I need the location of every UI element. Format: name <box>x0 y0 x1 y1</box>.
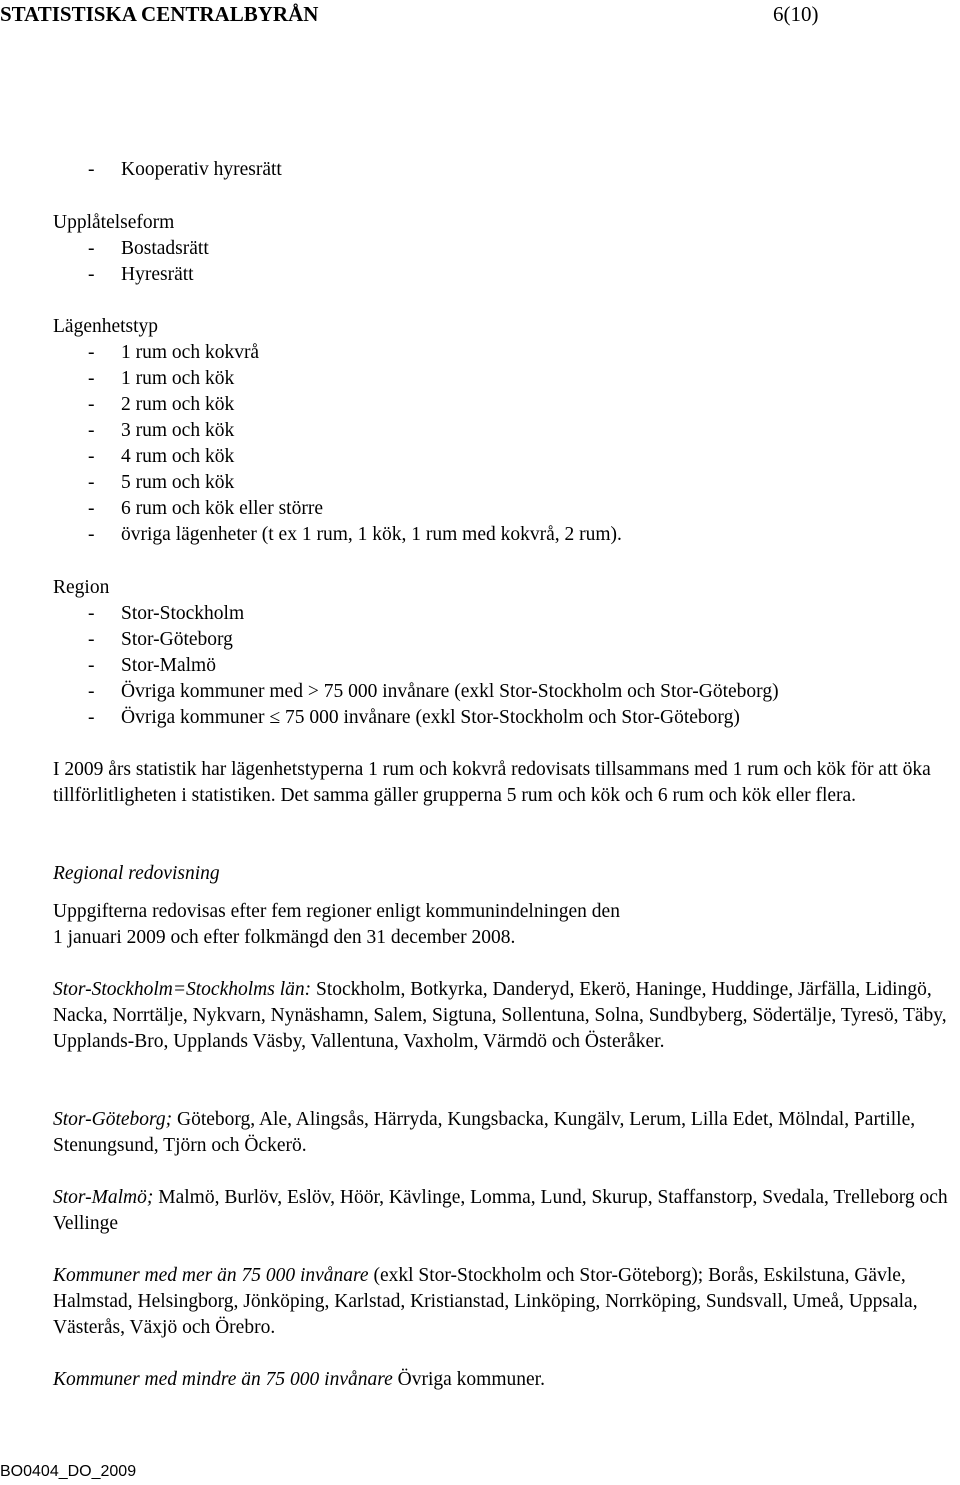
definition-text: Malmö, Burlöv, Eslöv, Höör, Kävlinge, Lomma, Lund, Skurup, Staffanstorp, Svedala, Trelleborg och Vellinge <box>53 1187 948 1234</box>
list-dash: - <box>88 629 95 650</box>
list-dash: - <box>88 524 95 545</box>
definition-small-municipalities <box>53 1367 958 1393</box>
list-item: Stor-Göteborg <box>121 629 233 650</box>
definition-stor-stockholm <box>53 977 958 1055</box>
note-paragraph: I 2009 års statistik har lägenhetstyperna 1 rum och kokvrå redovisats tillsammans med 1 rum och kök för att öka tillförlitligheten i statistiken. Det samma gäller grupperna 5 rum och kök och 6 rum och kök eller flera. <box>53 759 931 806</box>
list-dash: - <box>88 681 95 702</box>
list-dash: - <box>88 472 95 493</box>
list-dash: - <box>88 238 95 259</box>
organization-name: STATISTISKA CENTRALBYRÅN <box>0 2 319 26</box>
definition-label: Stor-Stockholm=Stockholms län: <box>53 979 312 1000</box>
list-item: 6 rum och kök eller större <box>121 498 323 519</box>
list-dash: - <box>88 446 95 467</box>
list-item: 2 rum och kök <box>121 394 235 415</box>
definition-stor-malmo <box>53 1185 958 1237</box>
list-item: 1 rum och kokvrå <box>121 342 260 363</box>
section-heading-region: Region <box>53 577 110 598</box>
list-item: Övriga kommuner ≤ 75 000 invånare (exkl Stor-Stockholm och Stor-Göteborg) <box>121 707 740 728</box>
section-heading-lagenhetstyp: Lägenhetstyp <box>53 316 159 337</box>
list-item: 4 rum och kök <box>121 446 235 467</box>
definition-label: Kommuner med mer än 75 000 invånare <box>53 1265 369 1286</box>
list-dash: - <box>88 159 95 180</box>
definition-stor-goteborg <box>53 1107 958 1159</box>
definition-label: Stor-Malmö; <box>53 1187 154 1208</box>
document-id: BO0404_DO_2009 <box>0 1463 137 1480</box>
definition-text: Göteborg, Ale, Alingsås, Härryda, Kungsbacka, Kungälv, Lerum, Lilla Edet, Mölndal, Partille, Stenungsund, Tjörn och Öckerö. <box>53 1109 916 1156</box>
intro-line: 1 januari 2009 och efter folkmängd den 31 december 2008. <box>53 927 516 948</box>
list-dash: - <box>88 498 95 519</box>
list-dash: - <box>88 368 95 389</box>
list-item: 1 rum och kök <box>121 368 235 389</box>
list-item: övriga lägenheter (t ex 1 rum, 1 kök, 1 rum med kokvrå, 2 rum). <box>121 524 622 545</box>
list-item: Hyresrätt <box>121 264 194 285</box>
list-dash: - <box>88 603 95 624</box>
list-item: Övriga kommuner med > 75 000 invånare (exkl Stor-Stockholm och Stor-Göteborg) <box>121 681 779 702</box>
definition-text: (exkl Stor-Stockholm och Stor-Göteborg); Borås, Eskilstuna, Gävle, Halmstad, Helsingborg, Jönköping, Karlstad, Kristianstad, Linköping, Norrköping, Sundsvall, Umeå, Uppsala, Västerås, Växjö och Örebro. <box>53 1265 918 1338</box>
list-dash: - <box>88 342 95 363</box>
definition-text: Stockholm, Botkyrka, Danderyd, Ekerö, Haninge, Huddinge, Järfälla, Lidingö, Nacka, Norrtälje, Nykvarn, Nynäshamn, Salem, Sigtuna, Sollentuna, Solna, Sundbyberg, Södertälje, Tyresö, Täby, Upplands-Bro, Upplands Väsby, Vallentuna, Vaxholm, Värmdö och Österåker. <box>53 979 947 1052</box>
list-dash: - <box>88 655 95 676</box>
list-item: Kooperativ hyresrätt <box>121 159 282 180</box>
list-item: Stor-Stockholm <box>121 603 245 624</box>
list-item: 5 rum och kök <box>121 472 235 493</box>
intro-line: Uppgifterna redovisas efter fem regioner enligt kommunindelningen den <box>53 901 620 922</box>
list-dash: - <box>88 394 95 415</box>
list-dash: - <box>88 420 95 441</box>
list-dash: - <box>88 707 95 728</box>
definition-large-municipalities <box>53 1263 958 1341</box>
definition-text: Övriga kommuner. <box>392 1369 545 1390</box>
list-item: 3 rum och kök <box>121 420 235 441</box>
definition-label: Kommuner med mindre än 75 000 invånare <box>53 1369 393 1390</box>
page-number: 6(10) <box>773 2 819 26</box>
definition-label: Stor-Göteborg; <box>53 1109 173 1130</box>
list-dash: - <box>88 264 95 285</box>
list-item: Bostadsrätt <box>121 238 209 259</box>
section-heading-upplatelseform: Upplåtelseform <box>53 212 175 233</box>
section-heading-regional: Regional redovisning <box>53 863 220 884</box>
list-item: Stor-Malmö <box>121 655 216 676</box>
